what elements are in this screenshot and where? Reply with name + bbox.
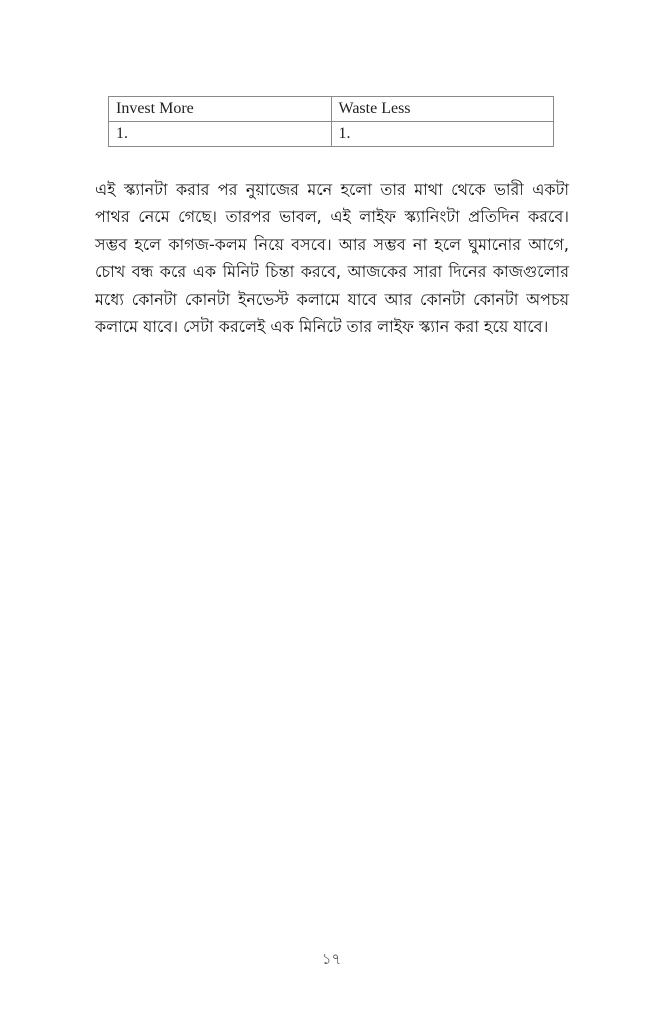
table-row [109,122,554,147]
table-cell-invest: 1. [109,122,332,147]
table-cell-waste: 1. [331,122,554,147]
page-number: ১৭ [321,950,342,968]
column-header-invest-more: Invest More [109,97,332,122]
body-paragraph: এই স্ক্যানটা করার পর নুয়াজের মনে হলো তার মাথা থেকে ভারী একটা পাথর নেমে গেছে। তারপর ভাবল, এই লাইফ স্ক্যানিংটা প্রতিদিন করবে। সম্ভব হলে কাগজ-কলম নিয়ে বসবে। আর সম্ভব না হলে ঘুমানোর আগে, চোখ বন্ধ করে এক মিনিট চিন্তা করবে, আজকের সারা দিনের কাজগুলোর মধ্যে কোনটা কোনটা ইনভেস্ট কলামে যাবে আর কোনটা কোনটা অপচয় কলামে যাবে। সেটা করলেই এক মিনিটে তার লাইফ স্ক্যান করা হয়ে যাবে। [95,180,569,337]
table-header-row [109,97,554,122]
invest-waste-table [108,96,554,147]
column-header-waste-less: Waste Less [331,97,554,122]
